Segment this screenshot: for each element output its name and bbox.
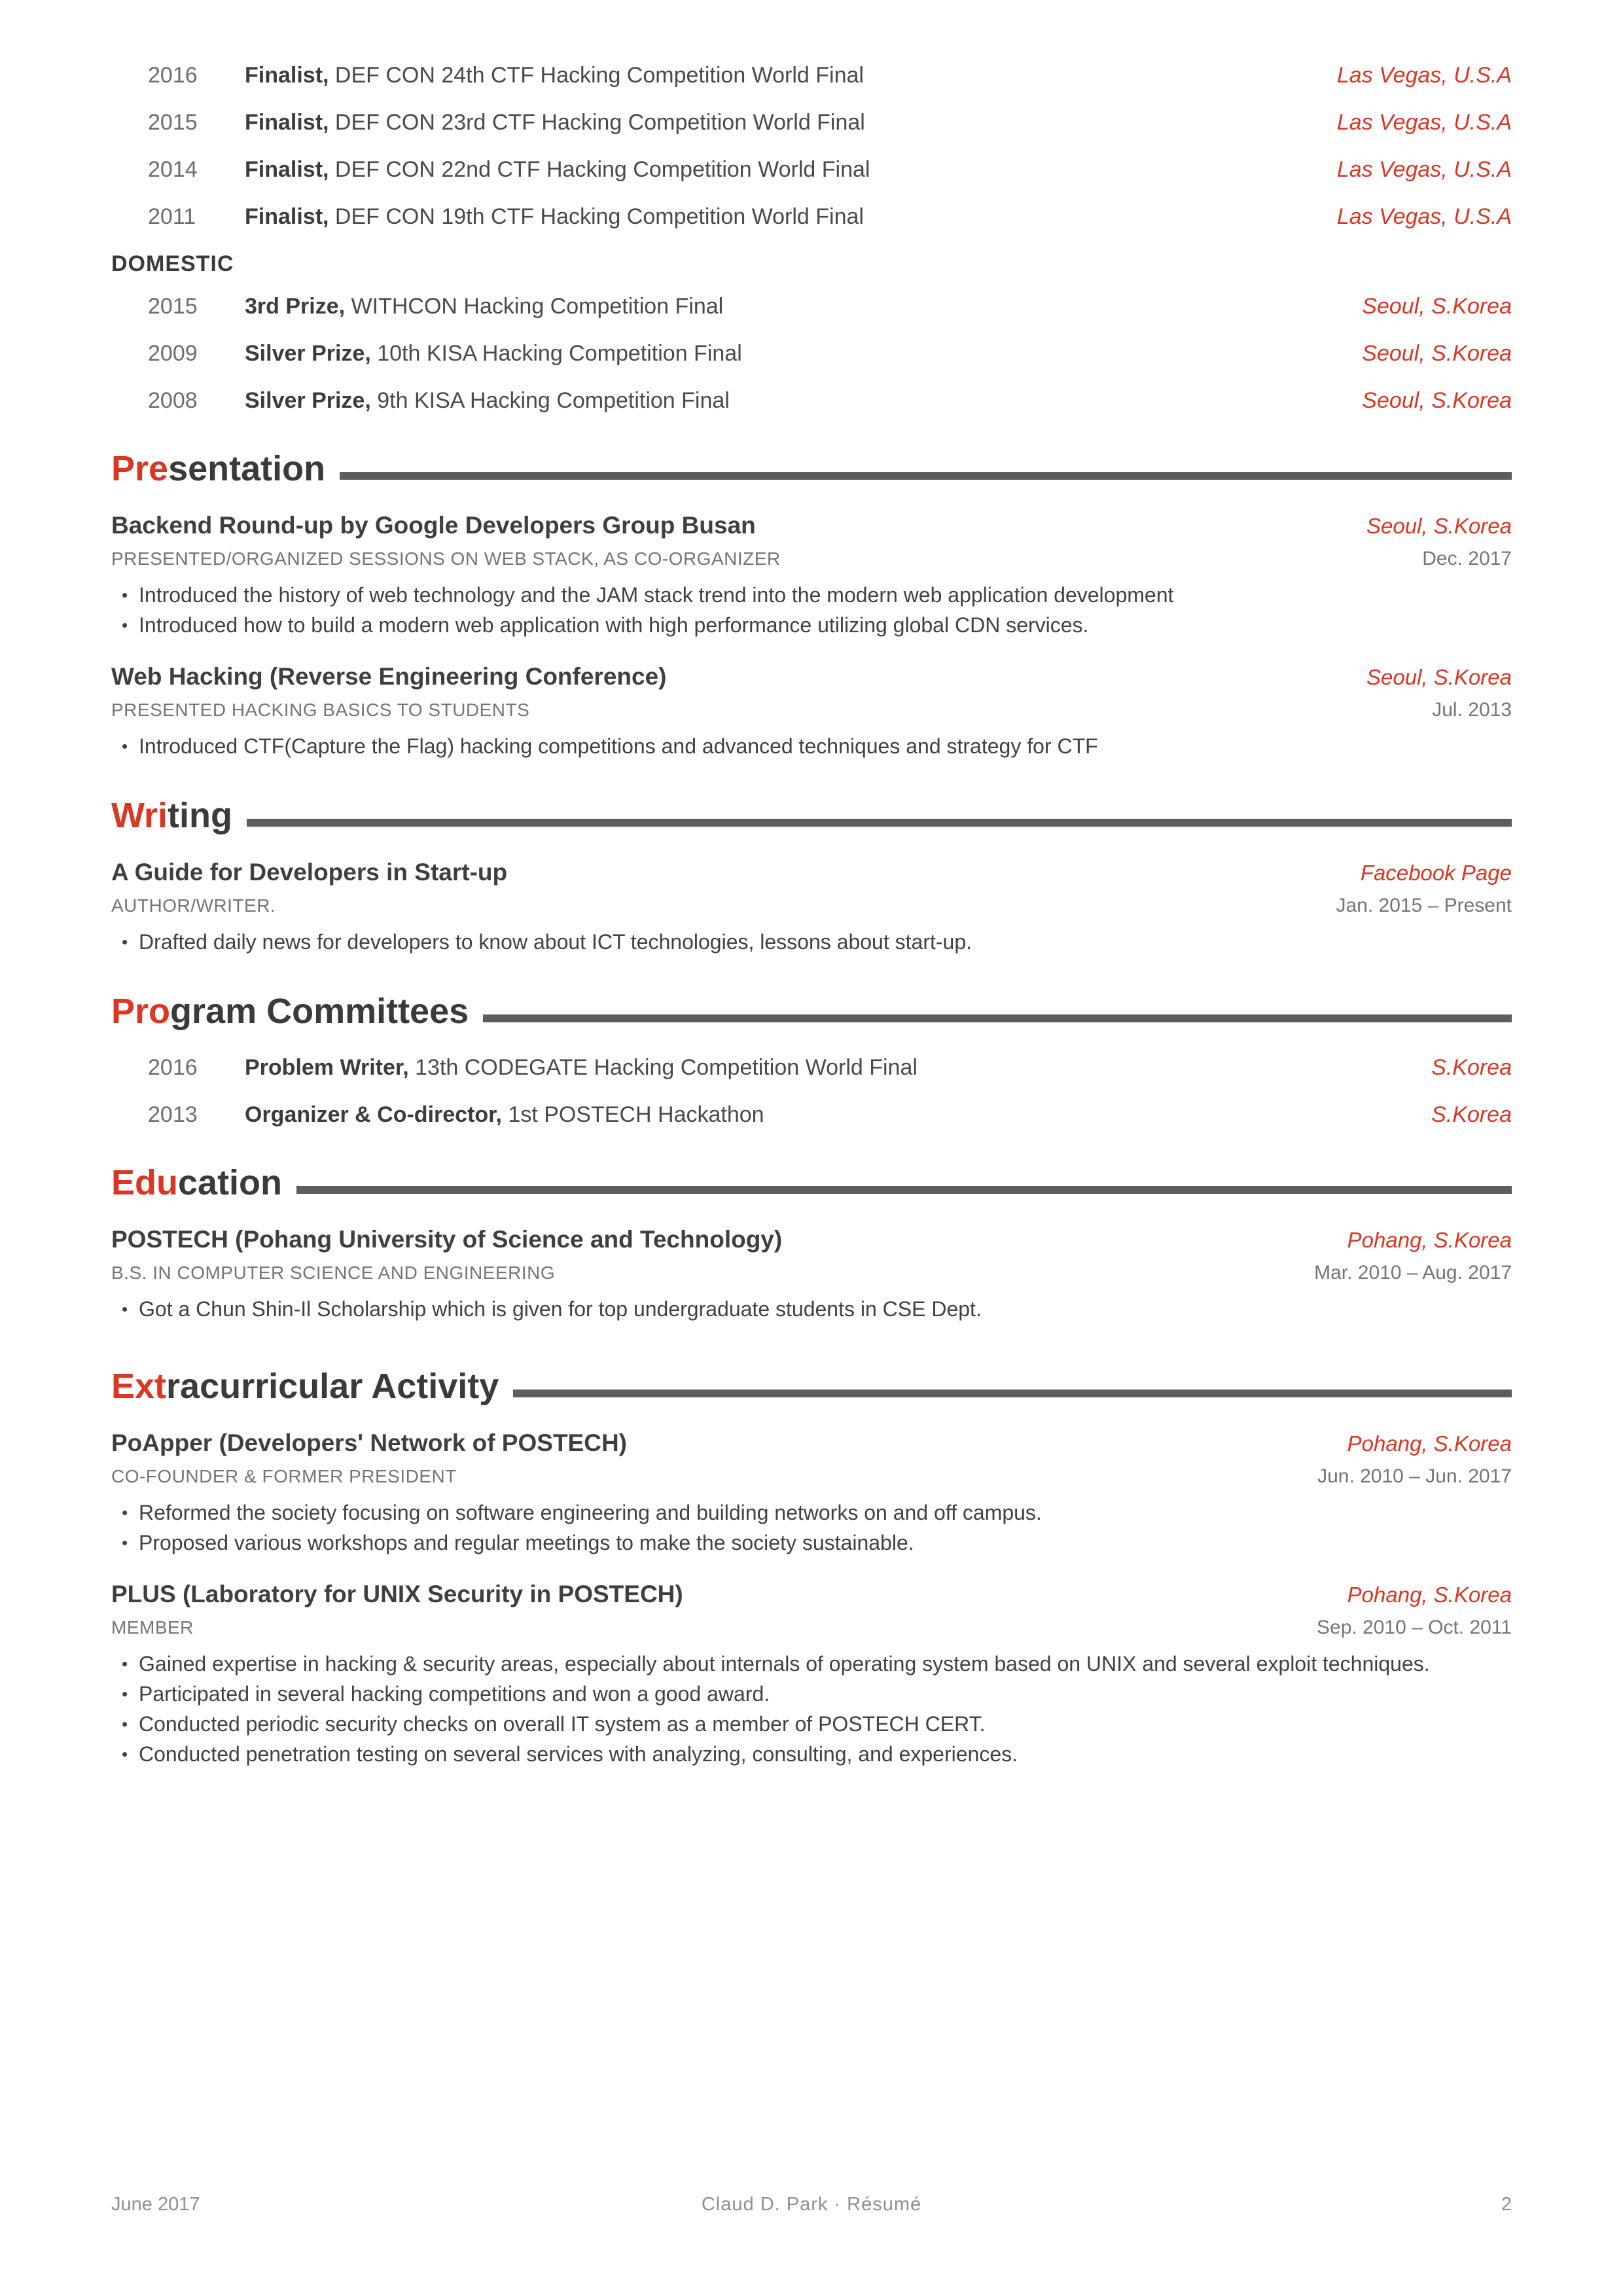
entry-title: Web Hacking (Reverse Engineering Conference) <box>111 663 667 690</box>
honor-location: Las Vegas, U.S.A <box>1336 110 1512 135</box>
section-rule <box>247 819 1512 827</box>
bullet-item: • Conducted periodic security checks on overall IT system as a member of POSTECH CERT. <box>111 1709 1512 1739</box>
committee-role: Problem Writer, <box>245 1055 409 1080</box>
bullet-item: • Gained expertise in hacking & security areas, especially about internals of operating system based on UNIX and several exploit techniques. <box>111 1649 1512 1679</box>
entry-position: AUTHOR/WRITER. <box>111 895 276 916</box>
honor-location: Las Vegas, U.S.A <box>1336 63 1512 88</box>
entry-bullets <box>111 731 1512 761</box>
entry-date: Jan. 2015 – Present <box>1336 895 1512 916</box>
section-header-writing <box>111 795 1512 836</box>
section-title-highlight: Pro <box>111 992 171 1031</box>
section-title <box>111 1366 499 1407</box>
entry-location: Seoul, S.Korea <box>1366 665 1512 689</box>
section-title-rest: sentation <box>168 449 326 488</box>
section-rule <box>296 1186 1512 1194</box>
committee-text <box>226 1102 1431 1128</box>
honor-location: Seoul, S.Korea <box>1362 388 1512 413</box>
entry-position: B.S. IN COMPUTER SCIENCE AND ENGINEERING <box>111 1263 556 1283</box>
honor-location: Seoul, S.Korea <box>1362 341 1512 366</box>
bullet-item: • Got a Chun Shin-Il Scholarship which is given for top undergraduate students in CSE Dept. <box>111 1294 1512 1324</box>
entry-header <box>111 1225 1512 1255</box>
honor-award: Finalist, <box>245 110 329 135</box>
extracurricular-entry <box>111 1580 1512 1769</box>
section-header-extracurricular <box>111 1366 1512 1407</box>
section-title-rest: ting <box>168 796 232 835</box>
honor-award: Silver Prize, <box>245 341 371 366</box>
honors-international <box>111 63 1512 230</box>
section-title <box>111 448 325 489</box>
honor-row <box>111 341 1512 367</box>
honor-row <box>111 110 1512 136</box>
honor-year: 2016 <box>148 63 198 88</box>
honor-text <box>226 110 1337 135</box>
section-title <box>111 991 469 1031</box>
section-rule <box>483 1014 1512 1022</box>
entry-header <box>111 858 1512 888</box>
entry-header <box>111 662 1512 692</box>
honor-row <box>111 388 1512 414</box>
committee-year: 2016 <box>148 1055 198 1080</box>
bullet-item: • Introduced CTF(Capture the Flag) hacking competitions and advanced techniques and strategy for CTF <box>111 731 1512 761</box>
entry-subheader <box>111 894 1512 918</box>
section-header-program-committees <box>111 991 1512 1031</box>
entry-subheader <box>111 698 1512 722</box>
footer-date: June 2017 <box>111 2194 200 2215</box>
entry-date: Sep. 2010 – Oct. 2011 <box>1317 1617 1512 1638</box>
honors-domestic <box>111 294 1512 414</box>
honor-event: DEF CON 22nd CTF Hacking Competition World Final <box>334 157 870 182</box>
section-header-presentation <box>111 448 1512 489</box>
honor-event: 9th KISA Hacking Competition Final <box>377 388 730 413</box>
presentation-entry <box>111 511 1512 640</box>
entry-location: Pohang, S.Korea <box>1347 1583 1512 1607</box>
section-title-highlight: Pre <box>111 449 169 488</box>
honor-row <box>111 157 1512 183</box>
program-committees-rows <box>111 1055 1512 1128</box>
section-rule <box>513 1390 1512 1397</box>
honor-location: Las Vegas, U.S.A <box>1336 204 1512 229</box>
honors-domestic-label: DOMESTIC <box>111 251 234 276</box>
education-entry <box>111 1225 1512 1324</box>
honor-text <box>226 294 1362 319</box>
bullet-item: • Introduced the history of web technology and the JAM stack trend into the modern web application development <box>111 580 1512 610</box>
section-title-highlight: Edu <box>111 1163 178 1202</box>
bullet-item: • Drafted daily news for developers to know about ICT technologies, lessons about start-up. <box>111 927 1512 957</box>
honor-award: Finalist, <box>245 63 329 88</box>
entry-subheader <box>111 1465 1512 1488</box>
entry-date: Jul. 2013 <box>1432 699 1512 721</box>
entry-position: PRESENTED HACKING BASICS TO STUDENTS <box>111 700 530 720</box>
bullet-item: • Conducted penetration testing on several services with analyzing, consulting, and experiences. <box>111 1739 1512 1769</box>
entry-header <box>111 1429 1512 1458</box>
honor-award: 3rd Prize, <box>245 294 346 319</box>
entry-date: Dec. 2017 <box>1422 548 1512 569</box>
footer-page-number: 2 <box>1501 2194 1512 2215</box>
committee-location: S.Korea <box>1431 1102 1512 1127</box>
committee-role: Organizer & Co-director, <box>245 1102 502 1127</box>
bullet-item: • Participated in several hacking competitions and won a good award. <box>111 1679 1512 1709</box>
entry-location: Pohang, S.Korea <box>1347 1228 1512 1252</box>
honor-text <box>226 388 1362 414</box>
entry-subheader <box>111 1616 1512 1640</box>
extracurricular-entry <box>111 1429 1512 1558</box>
entry-bullets <box>111 1498 1512 1558</box>
honor-event: DEF CON 19th CTF Hacking Competition World Final <box>334 204 864 229</box>
bullet-item: • Reformed the society focusing on software engineering and building networks on and off campus. <box>111 1498 1512 1528</box>
honor-text <box>226 157 1337 183</box>
honor-year: 2011 <box>148 204 196 229</box>
page-footer <box>111 2194 1512 2220</box>
honor-event: DEF CON 23rd CTF Hacking Competition World Final <box>334 110 865 135</box>
entry-location: Seoul, S.Korea <box>1366 514 1512 538</box>
committee-row <box>111 1102 1512 1128</box>
entry-title: PoApper (Developers' Network of POSTECH) <box>111 1429 627 1456</box>
entry-position: MEMBER <box>111 1617 194 1638</box>
entry-header <box>111 511 1512 541</box>
committee-year: 2013 <box>148 1102 198 1127</box>
entry-bullets <box>111 1294 1512 1324</box>
honor-award: Finalist, <box>245 157 329 182</box>
entry-header <box>111 1580 1512 1609</box>
entry-position: PRESENTED/ORGANIZED SESSIONS ON WEB STACK, AS CO-ORGANIZER <box>111 548 781 569</box>
honor-year: 2009 <box>148 341 198 366</box>
entry-title: Backend Round-up by Google Developers Group Busan <box>111 512 756 539</box>
entry-bullets <box>111 927 1512 957</box>
footer-name: Claud D. Park · Résumé <box>701 2194 922 2215</box>
section-rule <box>340 472 1512 480</box>
entry-subheader <box>111 1261 1512 1285</box>
entry-title: A Guide for Developers in Start-up <box>111 859 508 886</box>
bullet-item: • Introduced how to build a modern web application with high performance utilizing global CDN services. <box>111 610 1512 640</box>
section-header-education <box>111 1162 1512 1203</box>
committee-event: 13th CODEGATE Hacking Competition World Final <box>415 1055 918 1080</box>
committee-row <box>111 1055 1512 1081</box>
entry-date: Mar. 2010 – Aug. 2017 <box>1314 1262 1512 1283</box>
entry-bullets <box>111 580 1512 640</box>
honor-text <box>226 63 1337 88</box>
entry-position: CO-FOUNDER & FORMER PRESIDENT <box>111 1466 457 1486</box>
honor-award: Finalist, <box>245 204 329 229</box>
honor-text <box>226 204 1337 230</box>
entry-date: Jun. 2010 – Jun. 2017 <box>1317 1465 1512 1487</box>
honor-row <box>111 294 1512 320</box>
entry-title: POSTECH (Pohang University of Science and Technology) <box>111 1226 783 1253</box>
honor-event: 10th KISA Hacking Competition Final <box>377 341 742 366</box>
entry-title: PLUS (Laboratory for UNIX Security in POSTECH) <box>111 1581 683 1607</box>
section-title-rest: gram Committees <box>170 992 469 1031</box>
entry-subheader <box>111 547 1512 571</box>
committee-location: S.Korea <box>1431 1055 1512 1080</box>
honor-year: 2015 <box>148 294 198 319</box>
entry-location: Pohang, S.Korea <box>1347 1431 1512 1456</box>
honor-location: Seoul, S.Korea <box>1362 294 1512 319</box>
committee-event: 1st POSTECH Hackathon <box>508 1102 764 1127</box>
section-title-highlight: Wri <box>111 796 168 835</box>
honor-event: DEF CON 24th CTF Hacking Competition World Final <box>334 63 864 88</box>
honor-year: 2014 <box>148 157 198 182</box>
honor-year: 2008 <box>148 388 198 413</box>
section-title <box>111 795 232 836</box>
committee-text <box>226 1055 1431 1081</box>
entry-location: Facebook Page <box>1360 861 1512 885</box>
entry-bullets <box>111 1649 1512 1769</box>
section-title <box>111 1162 282 1203</box>
presentation-entry <box>111 662 1512 761</box>
honor-year: 2015 <box>148 110 198 135</box>
honor-text <box>226 341 1362 367</box>
section-title-highlight: Ext <box>111 1367 167 1406</box>
honor-location: Las Vegas, U.S.A <box>1336 157 1512 182</box>
honor-row <box>111 204 1512 230</box>
writing-entry <box>111 858 1512 957</box>
section-title-rest: cation <box>178 1163 283 1202</box>
honor-event: WITHCON Hacking Competition Final <box>351 294 724 319</box>
section-title-rest: racurricular Activity <box>166 1367 499 1406</box>
bullet-item: • Proposed various workshops and regular meetings to make the society sustainable. <box>111 1528 1512 1558</box>
honor-row <box>111 63 1512 89</box>
honor-award: Silver Prize, <box>245 388 371 413</box>
